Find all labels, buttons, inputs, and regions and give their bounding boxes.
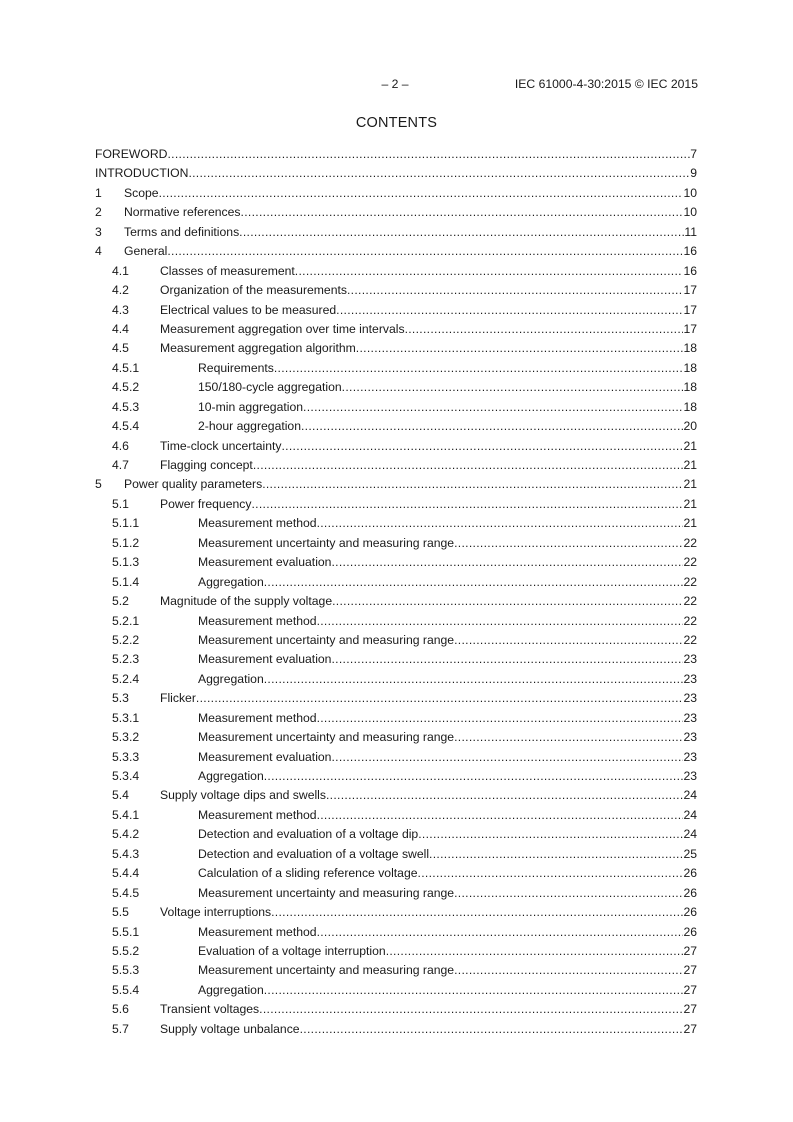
toc-section-number: 5.5.4 xyxy=(112,982,140,997)
toc-section-number: 4.3 xyxy=(112,302,129,317)
toc-entry[interactable] xyxy=(95,613,697,632)
toc-section-number: 3 xyxy=(95,224,102,239)
toc-section-number: 5.3.3 xyxy=(112,749,140,764)
toc-entry[interactable] xyxy=(95,943,697,962)
toc-entry[interactable] xyxy=(95,340,697,359)
toc-entry-title: Electrical values to be measured xyxy=(160,302,337,317)
toc-entry[interactable] xyxy=(95,865,697,884)
toc-entry[interactable] xyxy=(95,690,697,709)
toc-entry-title: Organization of the measurements xyxy=(160,283,347,298)
toc-entry[interactable] xyxy=(95,165,697,184)
dot-leader xyxy=(317,924,684,940)
dot-leader xyxy=(331,554,683,570)
toc-section-number: 5.2.3 xyxy=(112,652,140,667)
dot-leader xyxy=(303,399,683,415)
toc-entry[interactable] xyxy=(95,904,697,923)
toc-page-number: 21 xyxy=(683,438,697,453)
toc-entry[interactable] xyxy=(95,399,697,418)
toc-page-number: 24 xyxy=(683,788,697,803)
dot-leader xyxy=(253,457,684,473)
toc-page-number: 23 xyxy=(683,749,697,764)
toc-entry[interactable] xyxy=(95,1021,697,1040)
toc-entry-title: Measurement method xyxy=(198,924,317,939)
toc-entry[interactable] xyxy=(95,496,697,515)
toc-entry-title: Measurement aggregation algorithm xyxy=(160,341,356,356)
toc-section-number: 5.3.4 xyxy=(112,769,140,783)
toc-entry-title: 10-min aggregation xyxy=(198,399,304,414)
toc-entry[interactable] xyxy=(95,807,697,826)
toc-entry-title: Measurement method xyxy=(198,807,317,822)
toc-section-number: 1 xyxy=(95,185,102,200)
toc-page-number: 18 xyxy=(683,360,697,375)
toc-section-number: 5.2.4 xyxy=(112,671,140,686)
toc-entry-title: Requirements xyxy=(198,360,274,375)
toc-entry-title: Flicker xyxy=(160,691,196,706)
page-number: – 2 – xyxy=(381,77,409,91)
dot-leader xyxy=(317,710,684,726)
toc-entry[interactable] xyxy=(95,243,697,262)
toc-page-number: 24 xyxy=(683,807,697,822)
toc-entry-title: 150/180-cycle aggregation xyxy=(198,380,342,395)
toc-page-number: 9 xyxy=(690,166,697,181)
dot-leader xyxy=(454,729,683,745)
toc-page-number: 27 xyxy=(683,1002,697,1017)
dot-leader xyxy=(317,613,684,629)
toc-page-number: 21 xyxy=(683,458,697,472)
toc-section-number: 4.2 xyxy=(112,283,129,298)
toc-page-number: 7 xyxy=(690,147,697,161)
dot-leader xyxy=(347,282,683,298)
toc-page-number: 22 xyxy=(683,574,697,589)
dot-leader xyxy=(386,943,684,959)
dot-leader xyxy=(418,826,683,842)
dot-leader xyxy=(251,496,683,512)
dot-leader xyxy=(241,204,684,220)
table-of-contents xyxy=(95,146,697,1040)
toc-section-number: 5.2 xyxy=(112,594,129,609)
toc-section-number: 5.5 xyxy=(112,905,129,920)
toc-section-number: 4.5.4 xyxy=(112,419,140,434)
toc-page-number: 20 xyxy=(683,419,697,434)
toc-section-number: 4.5.3 xyxy=(112,399,140,414)
toc-entry-title: Measurement uncertainty and measuring range xyxy=(198,730,455,745)
toc-page-number: 18 xyxy=(683,399,697,414)
dot-leader xyxy=(262,476,683,492)
dot-leader xyxy=(167,243,683,259)
toc-page-number: 27 xyxy=(683,982,697,997)
toc-entry-title: Measurement method xyxy=(198,613,317,628)
toc-entry[interactable] xyxy=(95,379,697,398)
toc-section-number: 5.1 xyxy=(112,496,129,511)
dot-leader xyxy=(317,515,684,531)
toc-entry-title: Measurement evaluation xyxy=(198,555,332,570)
toc-entry[interactable] xyxy=(95,263,697,282)
toc-entry-title: Supply voltage unbalance xyxy=(160,1021,300,1036)
dot-leader xyxy=(300,1021,684,1037)
toc-entry-title: Measurement method xyxy=(198,516,317,531)
toc-entry[interactable] xyxy=(95,846,697,865)
toc-section-number: 5.1.4 xyxy=(112,574,140,589)
toc-entry[interactable] xyxy=(95,224,697,243)
toc-page-number: 26 xyxy=(683,905,697,920)
toc-entry-title: 2-hour aggregation xyxy=(198,419,301,434)
toc-entry[interactable] xyxy=(95,438,697,457)
dot-leader xyxy=(336,302,683,318)
toc-page-number: 22 xyxy=(683,613,697,628)
standard-reference: IEC 61000-4-30:2015 © IEC 2015 xyxy=(514,77,698,91)
toc-entry[interactable] xyxy=(95,729,697,748)
dot-leader xyxy=(331,651,683,667)
toc-section-number: 5.5.3 xyxy=(112,963,140,978)
toc-section-number: 2 xyxy=(95,205,102,220)
dot-leader xyxy=(264,768,684,784)
toc-entry[interactable] xyxy=(95,302,697,321)
toc-section-number: 5.3 xyxy=(112,691,129,706)
toc-entry-title: INTRODUCTION xyxy=(95,166,189,181)
toc-entry-title: Measurement evaluation xyxy=(198,652,332,667)
toc-section-number: 5.4.5 xyxy=(112,885,140,900)
toc-section-number: 4.5.2 xyxy=(112,380,140,395)
toc-page-number: 23 xyxy=(683,652,697,667)
toc-section-number: 4.5.1 xyxy=(112,360,140,375)
toc-entry[interactable] xyxy=(95,671,697,690)
toc-entry[interactable] xyxy=(95,185,697,204)
dot-leader xyxy=(418,865,684,881)
dot-leader xyxy=(271,904,683,920)
toc-entry-title: Detection and evaluation of a voltage swell xyxy=(198,846,430,861)
toc-section-number: 5.4.2 xyxy=(112,827,140,842)
toc-page-number: 27 xyxy=(683,943,697,958)
dot-leader xyxy=(317,807,684,823)
toc-section-number: 5.3.2 xyxy=(112,730,140,745)
toc-entry[interactable] xyxy=(95,554,697,573)
toc-entry[interactable] xyxy=(95,787,697,806)
toc-section-number: 5.2.2 xyxy=(112,632,140,647)
dot-leader xyxy=(264,671,684,687)
toc-section-number: 5.6 xyxy=(112,1002,129,1017)
toc-entry-title: FOREWORD xyxy=(95,147,168,161)
toc-page-number: 22 xyxy=(683,594,697,609)
toc-page-number: 22 xyxy=(683,555,697,570)
toc-page-number: 18 xyxy=(683,341,697,356)
toc-section-number: 5 xyxy=(95,477,102,492)
toc-entry[interactable] xyxy=(95,321,697,340)
dot-leader xyxy=(295,263,684,279)
toc-page-number: 23 xyxy=(683,769,697,783)
toc-section-number: 5.3.1 xyxy=(112,710,140,725)
dot-leader xyxy=(259,1001,683,1017)
toc-page-number: 17 xyxy=(683,302,697,317)
dot-leader xyxy=(281,438,683,454)
dot-leader xyxy=(429,846,683,862)
toc-page-number: 26 xyxy=(683,924,697,939)
toc-entry-title: Flagging concept xyxy=(160,458,253,472)
dot-leader xyxy=(167,146,690,162)
dot-leader xyxy=(454,535,683,551)
toc-entry-title: Measurement aggregation over time intervals xyxy=(160,321,405,336)
toc-entry[interactable] xyxy=(95,826,697,845)
toc-section-number: 4.1 xyxy=(112,263,129,278)
toc-entry-title: Measurement uncertainty and measuring range xyxy=(198,632,455,647)
toc-section-number: 5.7 xyxy=(112,1021,129,1036)
dot-leader xyxy=(405,321,684,337)
toc-page-number: 10 xyxy=(683,185,697,200)
toc-entry[interactable] xyxy=(95,749,697,768)
toc-entry[interactable] xyxy=(95,924,697,943)
toc-entry[interactable] xyxy=(95,146,697,165)
toc-entry-title: Calculation of a sliding reference voltage xyxy=(198,866,418,881)
toc-entry[interactable] xyxy=(95,418,697,437)
toc-page-number: 27 xyxy=(683,963,697,978)
toc-entry-title: Measurement uncertainty and measuring range xyxy=(198,885,455,900)
toc-section-number: 4 xyxy=(95,244,102,259)
toc-entry-title: Measurement evaluation xyxy=(198,749,332,764)
toc-entry-title: Aggregation xyxy=(198,574,264,589)
toc-section-number: 5.1.3 xyxy=(112,555,140,570)
dot-leader xyxy=(356,340,684,356)
toc-page-number: 21 xyxy=(683,477,697,492)
contents-title: CONTENTS xyxy=(355,115,438,131)
toc-section-number: 5.2.1 xyxy=(112,613,140,628)
toc-page-number: 16 xyxy=(683,263,697,278)
toc-entry-title: Measurement method xyxy=(198,710,317,725)
toc-page-number: 21 xyxy=(683,516,697,531)
toc-entry-title: Measurement uncertainty and measuring range xyxy=(198,963,455,978)
toc-page-number: 21 xyxy=(683,496,697,511)
toc-section-number: 5.4.4 xyxy=(112,866,140,881)
toc-page-number: 18 xyxy=(683,380,697,395)
toc-entry[interactable] xyxy=(95,360,697,379)
toc-page-number: 17 xyxy=(683,321,697,336)
toc-entry[interactable] xyxy=(95,768,697,787)
toc-entry-title: Terms and definitions xyxy=(124,224,240,239)
toc-section-number: 5.1.2 xyxy=(112,535,140,550)
dot-leader xyxy=(264,574,684,590)
dot-leader xyxy=(159,185,684,201)
toc-entry[interactable] xyxy=(95,1001,697,1020)
toc-entry-title: Aggregation xyxy=(198,769,264,783)
toc-page-number: 23 xyxy=(683,671,697,686)
toc-entry-title: Power quality parameters xyxy=(124,477,263,492)
toc-entry[interactable] xyxy=(95,593,697,612)
toc-section-number: 5.5.2 xyxy=(112,943,140,958)
toc-entry[interactable] xyxy=(95,515,697,534)
dot-leader xyxy=(454,885,683,901)
toc-section-number: 5.4 xyxy=(112,788,129,803)
toc-page-number: 10 xyxy=(683,205,697,220)
toc-section-number: 5.5.1 xyxy=(112,924,140,939)
toc-page-number: 23 xyxy=(683,710,697,725)
toc-entry-title: Measurement uncertainty and measuring range xyxy=(198,535,455,550)
toc-section-number: 4.4 xyxy=(112,321,129,336)
dot-leader xyxy=(196,690,684,706)
dot-leader xyxy=(331,749,683,765)
toc-entry[interactable] xyxy=(95,535,697,554)
toc-entry[interactable] xyxy=(95,632,697,651)
toc-section-number: 5.4.3 xyxy=(112,846,140,861)
toc-entry-title: Power frequency xyxy=(160,496,252,511)
toc-page-number: 26 xyxy=(683,885,697,900)
dot-leader xyxy=(454,632,683,648)
toc-page-number: 16 xyxy=(683,244,697,259)
dot-leader xyxy=(332,593,683,609)
toc-page-number: 24 xyxy=(683,827,697,842)
toc-page-number: 11 xyxy=(684,224,697,239)
dot-leader xyxy=(454,962,683,978)
toc-entry[interactable] xyxy=(95,651,697,670)
toc-entry[interactable] xyxy=(95,574,697,593)
toc-entry-title: Aggregation xyxy=(198,671,264,686)
toc-section-number: 4.6 xyxy=(112,438,129,453)
toc-entry[interactable] xyxy=(95,457,697,476)
toc-page-number: 26 xyxy=(683,866,697,881)
toc-entry-title: Classes of measurement xyxy=(160,263,295,278)
toc-section-number: 4.5 xyxy=(112,341,129,356)
toc-section-number: 5.1.1 xyxy=(112,516,140,531)
toc-entry[interactable] xyxy=(95,962,697,981)
toc-entry-title: Voltage interruptions xyxy=(160,905,272,920)
toc-entry[interactable] xyxy=(95,476,697,495)
toc-entry[interactable] xyxy=(95,885,697,904)
toc-page-number: 22 xyxy=(683,632,697,647)
dot-leader xyxy=(274,360,684,376)
toc-entry-title: Detection and evaluation of a voltage dip xyxy=(198,827,419,842)
toc-entry-title: Normative references xyxy=(124,205,241,220)
toc-entry[interactable] xyxy=(95,982,697,1001)
toc-section-number: 5.4.1 xyxy=(112,807,140,822)
dot-leader xyxy=(326,787,683,803)
dot-leader xyxy=(301,418,683,434)
toc-entry-title: Evaluation of a voltage interruption xyxy=(198,943,386,958)
dot-leader xyxy=(264,982,684,998)
toc-entry[interactable] xyxy=(95,204,697,223)
dot-leader xyxy=(188,165,690,181)
toc-page-number: 23 xyxy=(683,730,697,745)
toc-entry[interactable] xyxy=(95,282,697,301)
toc-entry-title: Time-clock uncertainty xyxy=(160,438,282,453)
toc-entry-title: General xyxy=(124,244,168,259)
toc-page-number: 23 xyxy=(683,691,697,706)
dot-leader xyxy=(342,379,684,395)
toc-page-number: 27 xyxy=(683,1021,697,1036)
toc-page-number: 25 xyxy=(683,846,697,861)
toc-entry-title: Magnitude of the supply voltage xyxy=(160,594,333,609)
toc-entry-title: Transient voltages xyxy=(160,1002,260,1017)
toc-entry-title: Aggregation xyxy=(198,982,264,997)
dot-leader xyxy=(239,224,684,240)
toc-entry-title: Supply voltage dips and swells xyxy=(160,788,326,803)
toc-page-number: 17 xyxy=(683,283,697,298)
toc-section-number: 4.7 xyxy=(112,458,129,472)
toc-entry[interactable] xyxy=(95,710,697,729)
toc-entry-title: Scope xyxy=(124,185,159,200)
toc-page-number: 22 xyxy=(683,535,697,550)
